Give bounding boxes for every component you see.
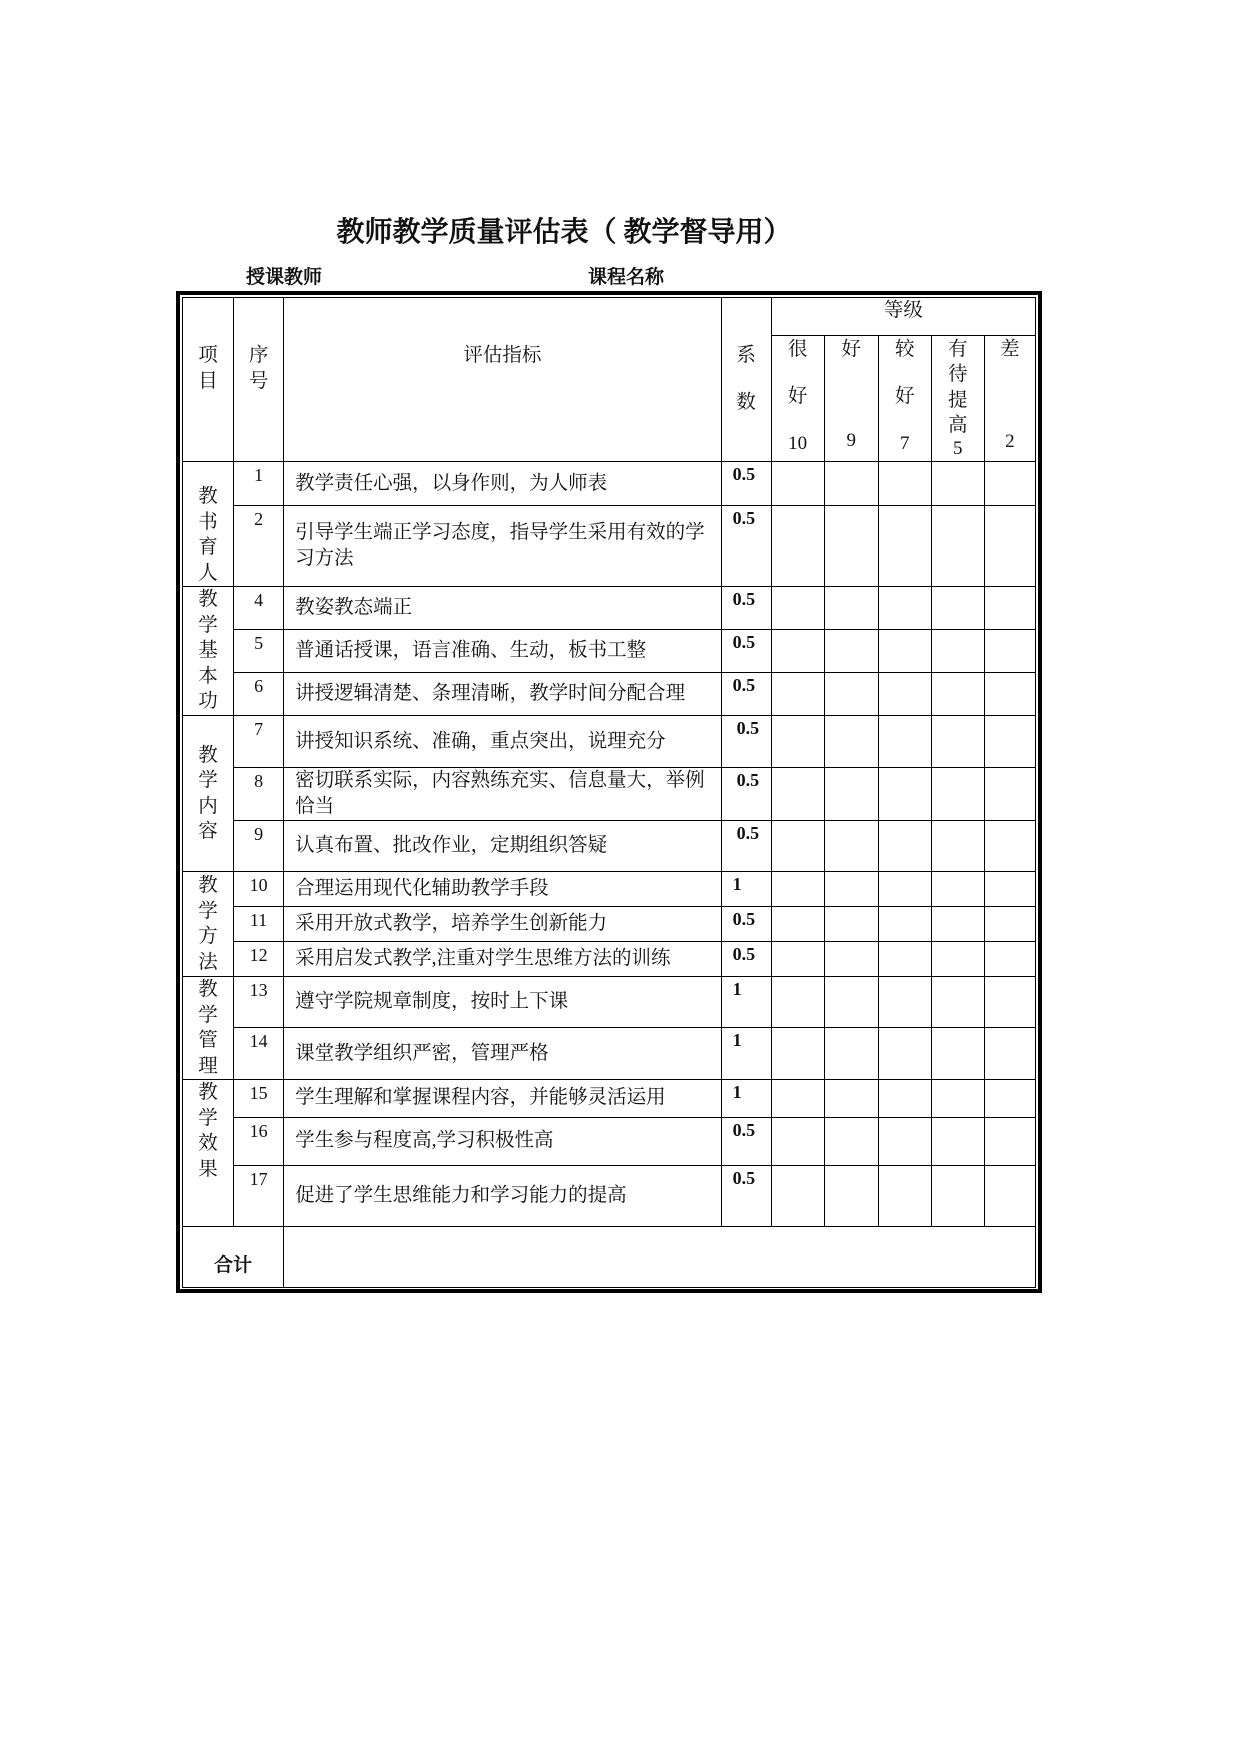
row-seq: 9 — [234, 821, 284, 872]
rating-cell — [931, 821, 984, 872]
header-seq — [234, 298, 284, 462]
header-seq-label: 序号 — [248, 345, 269, 392]
rating-cell — [931, 630, 984, 673]
rating-cell — [878, 462, 931, 506]
row-seq: 1 — [234, 462, 284, 506]
rating-cell — [771, 673, 824, 716]
row-indicator: 密切联系实际，内容熟练充实、信息量大，举例恰当 — [284, 768, 722, 821]
rating-cell — [824, 872, 878, 907]
rating-cell — [931, 942, 984, 977]
rating-cell — [771, 907, 824, 942]
row-seq: 13 — [234, 977, 284, 1028]
rating-cell — [771, 872, 824, 907]
rating-cell — [984, 1080, 1035, 1118]
row-indicator: 普通话授课，语言准确、生动，板书工整 — [284, 630, 722, 673]
rating-cell — [931, 1117, 984, 1166]
rating-cell — [931, 977, 984, 1028]
row-seq: 15 — [234, 1080, 284, 1118]
grade-score: 5 — [953, 438, 963, 459]
row-indicator: 引导学生端正学习态度，指导学生采用有效的学习方法 — [284, 506, 722, 587]
rating-cell — [878, 907, 931, 942]
header-indicator: 评估指标 — [284, 298, 722, 462]
grade-fairly-good — [878, 336, 931, 462]
rating-cell — [878, 768, 931, 821]
row-coefficient: 0.5 — [721, 1166, 771, 1227]
rating-cell — [824, 942, 878, 977]
rating-cell — [824, 977, 878, 1028]
row-seq: 12 — [234, 942, 284, 977]
row-coefficient: 1 — [721, 872, 771, 907]
rating-cell — [824, 1166, 878, 1227]
course-label: 课程名称 — [588, 267, 665, 288]
rating-cell — [824, 587, 878, 630]
row-coefficient: 0.5 — [721, 716, 771, 768]
row-coefficient: 0.5 — [721, 768, 771, 821]
rating-cell — [984, 587, 1035, 630]
rating-cell — [931, 1028, 984, 1080]
rating-cell — [878, 942, 931, 977]
rating-cell — [824, 1080, 878, 1118]
rating-cell — [824, 506, 878, 587]
group-label: 教书育人 — [198, 486, 218, 584]
header-coefficient — [721, 298, 771, 462]
group-cell — [183, 587, 234, 716]
row-indicator: 教姿教态端正 — [284, 587, 722, 630]
grade-good — [824, 336, 878, 462]
group-label: 教学效果 — [198, 1082, 218, 1180]
table-row — [183, 1028, 1036, 1080]
rating-cell — [771, 977, 824, 1028]
group-label: 教学内容 — [198, 744, 218, 842]
group-label: 教学基本功 — [198, 589, 218, 713]
row-indicator: 教学责任心强，以身作则，为人师表 — [284, 462, 722, 506]
table-row — [183, 673, 1036, 716]
row-indicator: 课堂教学组织严密，管理严格 — [284, 1028, 722, 1080]
table-row — [183, 462, 1036, 506]
rating-cell — [878, 1117, 931, 1166]
table-row — [183, 506, 1036, 587]
rating-cell — [984, 1117, 1035, 1166]
row-coefficient: 0.5 — [721, 821, 771, 872]
row-seq: 4 — [234, 587, 284, 630]
group-cell — [183, 716, 234, 872]
row-seq: 17 — [234, 1166, 284, 1227]
row-coefficient: 1 — [721, 1080, 771, 1118]
row-seq: 6 — [234, 673, 284, 716]
rating-cell — [824, 821, 878, 872]
rating-cell — [878, 872, 931, 907]
rating-cell — [771, 821, 824, 872]
grade-score: 9 — [846, 430, 856, 451]
rating-cell — [878, 630, 931, 673]
grade-label: 较好 — [895, 339, 915, 407]
rating-cell — [931, 872, 984, 907]
rating-cell — [771, 462, 824, 506]
rating-cell — [878, 673, 931, 716]
row-indicator: 采用启发式教学,注重对学生思维方法的训练 — [284, 942, 722, 977]
table-row — [183, 768, 1036, 821]
rating-cell — [824, 1028, 878, 1080]
table-row — [183, 1117, 1036, 1166]
rating-cell — [824, 716, 878, 768]
rating-cell — [824, 462, 878, 506]
rating-cell — [984, 907, 1035, 942]
rating-cell — [771, 716, 824, 768]
group-label: 教学管理 — [198, 979, 218, 1077]
rating-cell — [771, 942, 824, 977]
row-coefficient: 0.5 — [721, 630, 771, 673]
row-coefficient: 0.5 — [721, 907, 771, 942]
header-item — [183, 298, 234, 462]
row-coefficient: 0.5 — [721, 673, 771, 716]
table-row — [183, 942, 1036, 977]
rating-cell — [984, 1028, 1035, 1080]
rating-cell — [984, 506, 1035, 587]
group-cell — [183, 462, 234, 587]
grade-poor — [984, 336, 1035, 462]
table-row — [183, 630, 1036, 673]
rating-cell — [984, 630, 1035, 673]
rating-cell — [771, 506, 824, 587]
row-seq: 16 — [234, 1117, 284, 1166]
row-indicator: 认真布置、批改作业，定期组织答疑 — [284, 821, 722, 872]
rating-cell — [931, 462, 984, 506]
total-row — [183, 1227, 1036, 1288]
row-indicator: 采用开放式教学，培养学生创新能力 — [284, 907, 722, 942]
grade-score: 2 — [1005, 431, 1015, 452]
rating-cell — [984, 768, 1035, 821]
grade-needs-improvement — [931, 336, 984, 462]
group-cell — [183, 1080, 234, 1227]
rating-cell — [878, 716, 931, 768]
rating-cell — [771, 1028, 824, 1080]
row-seq: 7 — [234, 716, 284, 768]
row-indicator: 讲授知识系统、准确，重点突出，说理充分 — [284, 716, 722, 768]
group-cell — [183, 977, 234, 1080]
row-coefficient: 0.5 — [721, 506, 771, 587]
grade-label: 很好 — [787, 339, 808, 407]
rating-cell — [771, 1166, 824, 1227]
rating-cell — [824, 673, 878, 716]
rating-cell — [931, 506, 984, 587]
rating-cell — [931, 673, 984, 716]
total-value-cell — [284, 1227, 1036, 1288]
row-seq: 2 — [234, 506, 284, 587]
row-indicator: 讲授逻辑清楚、条理清晰，教学时间分配合理 — [284, 673, 722, 716]
row-coefficient: 0.5 — [721, 1117, 771, 1166]
rating-cell — [931, 587, 984, 630]
rating-cell — [984, 673, 1035, 716]
grade-label: 差 — [1000, 339, 1020, 360]
rating-cell — [824, 907, 878, 942]
rating-cell — [931, 907, 984, 942]
evaluation-table — [182, 297, 1036, 1288]
table-row — [183, 907, 1036, 942]
rating-cell — [931, 1166, 984, 1227]
row-seq: 5 — [234, 630, 284, 673]
row-coefficient: 0.5 — [721, 942, 771, 977]
rating-cell — [771, 768, 824, 821]
rating-cell — [984, 1166, 1035, 1227]
rating-cell — [824, 630, 878, 673]
rating-cell — [931, 768, 984, 821]
rating-cell — [878, 1028, 931, 1080]
rating-cell — [878, 821, 931, 872]
row-seq: 8 — [234, 768, 284, 821]
row-indicator: 遵守学院规章制度，按时上下课 — [284, 977, 722, 1028]
row-seq: 10 — [234, 872, 284, 907]
grade-score: 10 — [788, 433, 808, 454]
table-row — [183, 587, 1036, 630]
page-title: 教师教学质量评估表（ 教学督导用） — [336, 217, 792, 248]
table-row — [183, 716, 1036, 768]
row-indicator: 学生参与程度高,学习积极性高 — [284, 1117, 722, 1166]
rating-cell — [931, 716, 984, 768]
header-item-label: 项目 — [198, 345, 218, 392]
rating-cell — [984, 872, 1035, 907]
grade-label: 好 — [841, 339, 861, 360]
row-coefficient: 1 — [721, 977, 771, 1028]
table-row — [183, 1166, 1036, 1227]
row-indicator: 合理运用现代化辅助教学手段 — [284, 872, 722, 907]
rating-cell — [824, 1117, 878, 1166]
evaluation-table-frame — [176, 291, 1042, 1293]
row-coefficient: 0.5 — [721, 587, 771, 630]
rating-cell — [878, 1166, 931, 1227]
grade-label: 有待提高 — [948, 339, 968, 436]
row-seq: 11 — [234, 907, 284, 942]
rating-cell — [878, 1080, 931, 1118]
table-row — [183, 977, 1036, 1028]
rating-cell — [878, 977, 931, 1028]
row-seq: 14 — [234, 1028, 284, 1080]
table-row — [183, 821, 1036, 872]
table-row — [183, 872, 1036, 907]
rating-cell — [824, 768, 878, 821]
grade-score: 7 — [900, 433, 910, 454]
rating-cell — [984, 942, 1035, 977]
header-grade: 等级 — [771, 298, 1035, 336]
rating-cell — [771, 1117, 824, 1166]
rating-cell — [984, 462, 1035, 506]
header-coefficient-label: 系数 — [736, 345, 756, 413]
grade-very-good — [771, 336, 824, 462]
rating-cell — [984, 716, 1035, 768]
rating-cell — [931, 1080, 984, 1118]
rating-cell — [771, 630, 824, 673]
row-coefficient: 0.5 — [721, 462, 771, 506]
total-label: 合计 — [183, 1227, 284, 1288]
rating-cell — [771, 587, 824, 630]
rating-cell — [984, 821, 1035, 872]
group-cell — [183, 872, 234, 977]
teacher-label: 授课教师 — [246, 267, 323, 288]
group-label: 教学方法 — [198, 875, 218, 973]
rating-cell — [878, 587, 931, 630]
row-indicator: 学生理解和掌握课程内容，并能够灵活运用 — [284, 1080, 722, 1118]
rating-cell — [878, 506, 931, 587]
row-coefficient: 1 — [721, 1028, 771, 1080]
rating-cell — [771, 1080, 824, 1118]
row-indicator: 促进了学生思维能力和学习能力的提高 — [284, 1166, 722, 1227]
rating-cell — [984, 977, 1035, 1028]
table-row — [183, 1080, 1036, 1118]
